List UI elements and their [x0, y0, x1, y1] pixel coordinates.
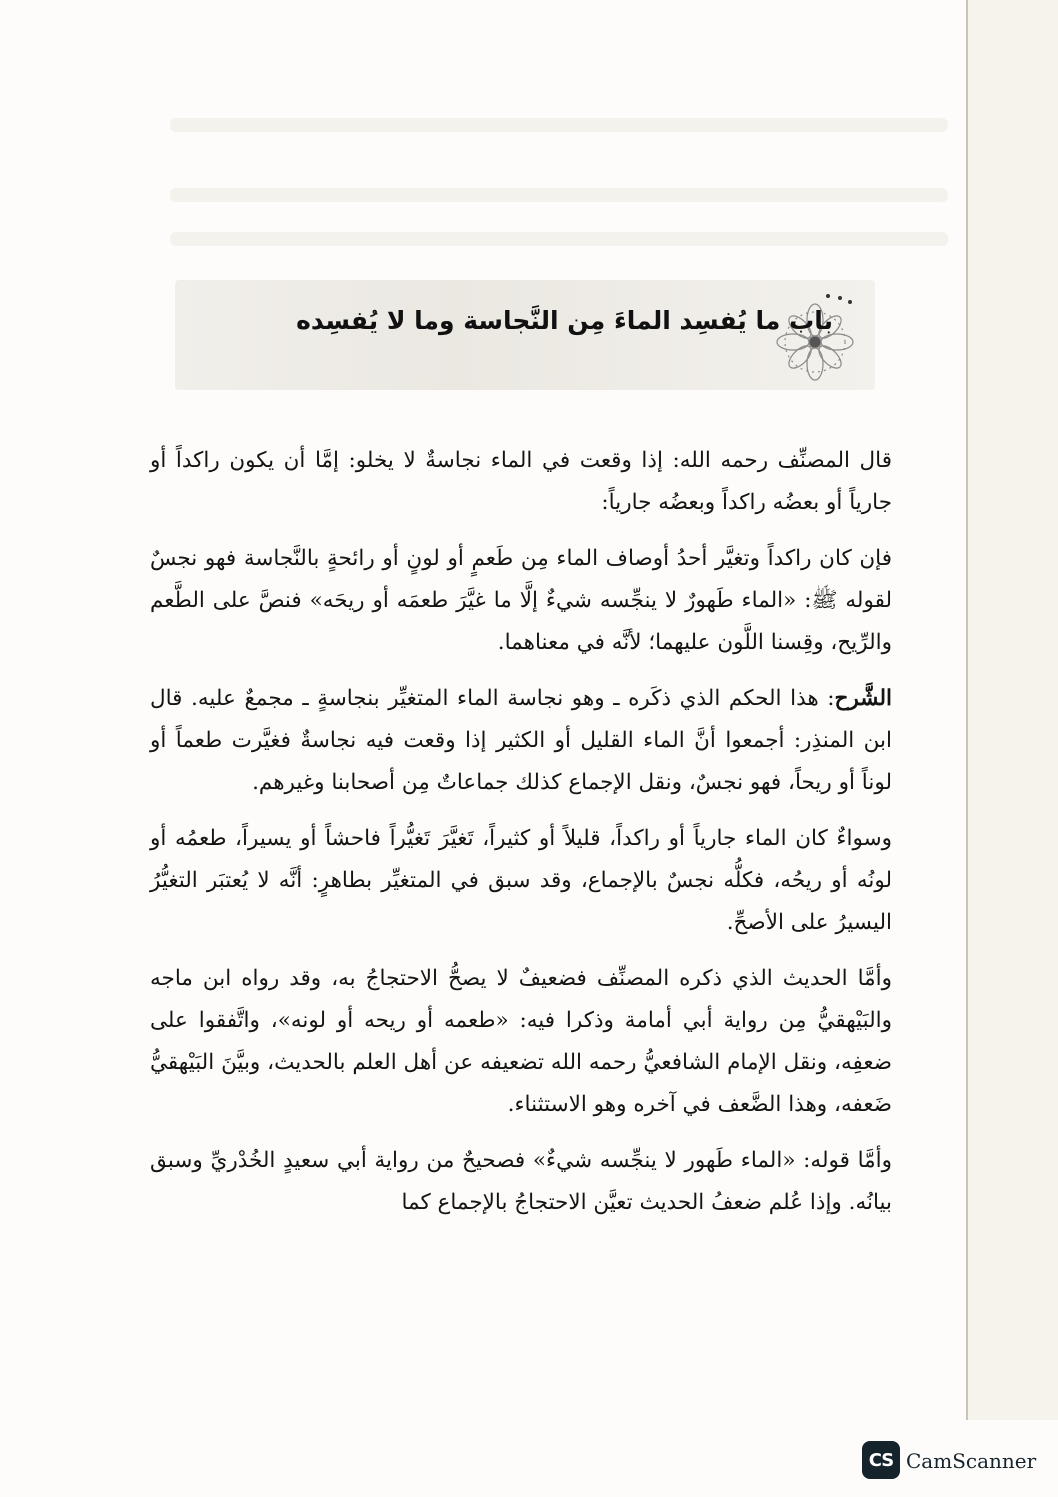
- paragraph-text: : هذا الحكم الذي ذكَره ـ وهو نجاسة الماء المتغيِّر بنجاسةٍ ـ مجمعٌ عليه. قال ابن المنذِر: أجمعوا أنَّ الماء القليل أو الكثير إذا وقعت فيه نجاسةٌ فغيَّرت طعماً أو لوناً أو ريحاً، فهو نجسٌ، ونقل الإجماع كذلك جماعاتٌ مِن أصحابنا وغيرهم.: [150, 686, 892, 795]
- paragraph-text: وسواءٌ كان الماء جارياً أو راكداً، قليلاً أو كثيراً، تَغيَّرَ تَغيُّراً فاحشاً أو يسيراً، طعمُه أو لونُه أو ريحُه، فكلُّه نجسٌ بالإجماع، وقد سبق في المتغيِّر بطاهرٍ: أنَّه لا يُعتبَر التغيُّرُ اليسيرُ على الأصحِّ.: [150, 826, 892, 935]
- paragraph: [150, 538, 892, 664]
- paragraph: [150, 678, 892, 804]
- chapter-title: باب ما يُفسِد الماءَ مِن النَّجاسة وما لا يُفسِده: [296, 306, 833, 335]
- paragraph: [150, 440, 892, 524]
- bleed-through-line: [170, 188, 948, 202]
- body-text: [150, 440, 892, 1238]
- page-margin: [968, 0, 1058, 1420]
- bleed-through-line: [170, 118, 948, 132]
- paragraph: [150, 958, 892, 1126]
- bleed-through-line: [170, 232, 948, 246]
- camscanner-watermark: CamScanner: [906, 1449, 1037, 1473]
- paragraph: [150, 818, 892, 944]
- paragraph-text: وأمَّا قوله: «الماء طَهور لا ينجِّسه شيءٌ» فصحيحٌ من رواية أبي سعيدٍ الخُدْريِّ وسبق بيانُه. وإذا عُلم ضعفُ الحديث تعيَّن الاحتجاجُ بالإجماع كما: [150, 1148, 892, 1215]
- camscanner-logo-icon: CS: [862, 1441, 900, 1479]
- paragraph-text: وأمَّا الحديث الذي ذكره المصنِّف فضعيفٌ لا يصحُّ الاحتجاجُ به، وقد رواه ابن ماجه والبَيْهقيُّ مِن رواية أبي أمامة وذكرا فيه: «طعمه أو ريحه أو لونه»، واتَّفقوا على ضعفِه، ونقل الإمام الشافعيُّ رحمه الله تضعيفه عن أهل العلم بالحديث، وبيَّنَ البَيْهقيُّ ضَعفه، وهذا الضَّعف في آخره وهو الاستثناء.: [150, 966, 892, 1117]
- sharh-label: الشَّرح: [834, 686, 892, 711]
- paragraph-text: فإن كان راكداً وتغيَّر أحدُ أوصاف الماء مِن طَعمٍ أو لونٍ أو رائحةٍ بالنَّجاسة فهو نجسٌ لقوله ﷺ: «الماء طَهورٌ لا ينجِّسه شيءٌ إلَّا ما غيَّرَ طعمَه أو ريحَه» فنصَّ على الطَّعم والرِّيح، وقِسنا اللَّون عليهما؛ لأنَّه في معناهما.: [150, 546, 892, 655]
- paragraph-text: قال المصنِّف رحمه الله: إذا وقعت في الماء نجاسةٌ لا يخلو: إمَّا أن يكون راكداً أو جارياً أو بعضُه راكداً وبعضُه جارياً:: [150, 448, 892, 515]
- paragraph: [150, 1140, 892, 1224]
- page-edge: [966, 0, 968, 1420]
- flower-ornament-icon: [770, 290, 860, 390]
